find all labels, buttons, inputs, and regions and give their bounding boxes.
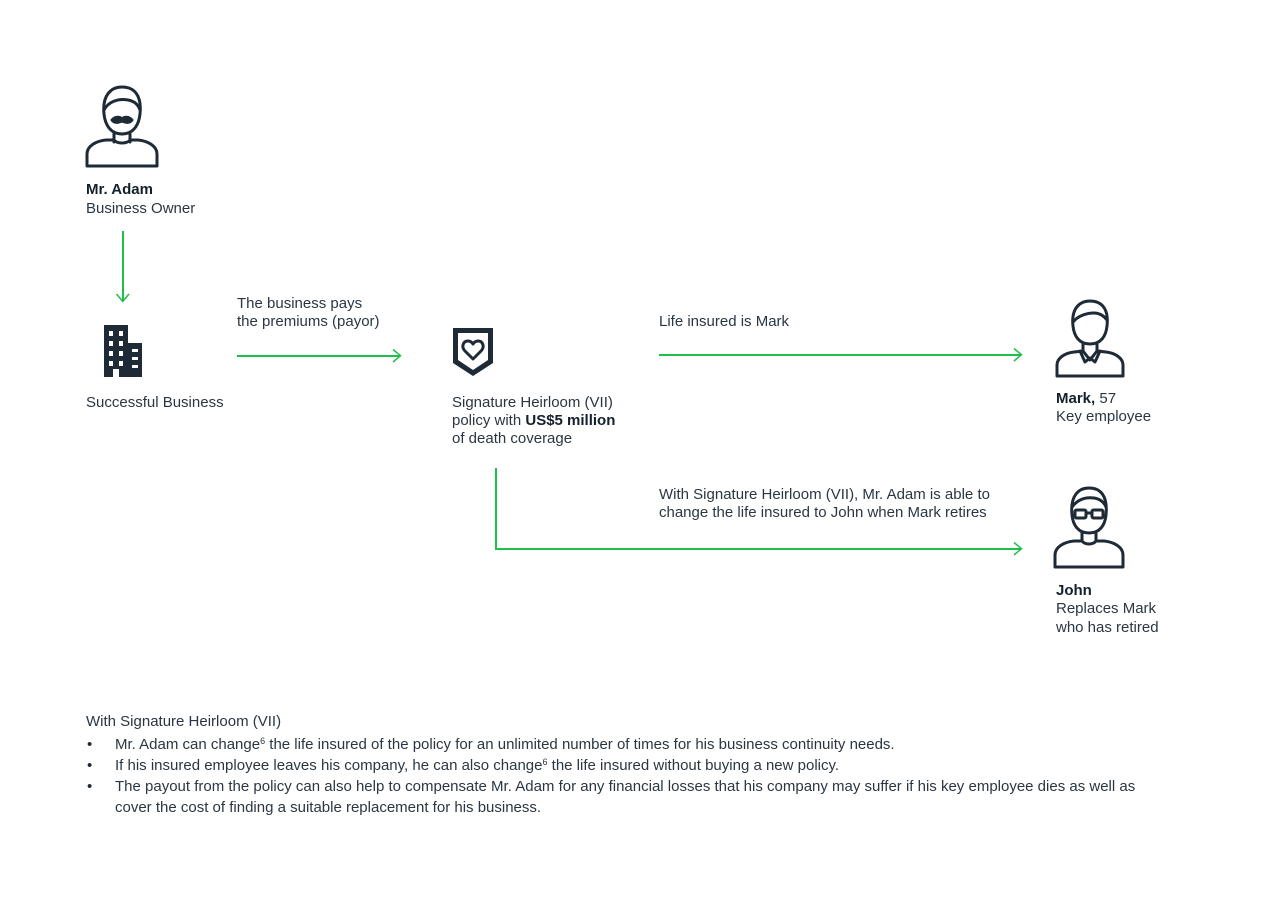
policy-to-john-vertical-line — [495, 468, 497, 549]
owner-name: Mr. Adam — [86, 181, 153, 198]
notes-list — [86, 734, 1176, 818]
mark-role: Key employee — [1056, 408, 1152, 425]
john-role-line1: Replaces Mark — [1056, 600, 1157, 617]
business-label: Successful Business — [86, 394, 224, 411]
shield-heart-icon — [452, 327, 494, 377]
notes-heading: With Signature Heirloom (VII) — [86, 713, 282, 730]
owner-role: Business Owner — [86, 200, 196, 217]
policy-to-john-arrowhead — [1012, 541, 1024, 557]
business-to-policy-arrowhead — [391, 348, 403, 364]
change-insured-label-line1: With Signature Heirloom (VII), Mr. Adam is able to — [659, 486, 990, 503]
notes-section — [86, 712, 1176, 818]
notes-item: • The payout from the policy can also help to compensate Mr. Adam for any financial losses that his company may suffer if his key employee dies as well as cover the cost of finding a suitable replacement for his business. — [86, 776, 1176, 818]
policy-to-mark-arrow — [659, 354, 1021, 356]
john-name: John — [1056, 582, 1092, 599]
owner-to-business-arrow — [122, 231, 124, 301]
person-collar-icon — [1054, 298, 1126, 380]
notes-item: • If his insured employee leaves his company, he can also change$^6$ the life insured without buying a new policy. — [86, 755, 1176, 776]
policy-label-line2: policy with US$5 million — [452, 412, 616, 429]
policy-label-line1: Signature Heirloom (VII) — [452, 394, 613, 411]
mark-name: Mark, — [1056, 390, 1096, 407]
business-to-policy-arrow — [237, 355, 400, 357]
policy-to-mark-arrowhead — [1012, 347, 1024, 363]
person-glasses-icon — [1052, 485, 1126, 571]
coverage-amount: US$5 million — [525, 412, 616, 429]
owner-to-business-arrowhead — [115, 292, 131, 304]
policy-to-john-arrow — [495, 548, 1021, 550]
change-insured-label-line2: change the life insured to John when Mark retires — [659, 504, 987, 521]
policy-label-line3: of death coverage — [452, 430, 573, 447]
mark-age: 57 — [1095, 390, 1117, 407]
payor-label-line1: The business pays — [237, 295, 363, 312]
john-role-line2: who has retired — [1056, 619, 1159, 636]
notes-item: • Mr. Adam can change$^6$ the life insured of the policy for an unlimited number of times for his business continuity needs. — [86, 734, 1176, 755]
life-insured-label: Life insured is Mark — [659, 313, 790, 330]
person-mustache-icon — [84, 84, 160, 170]
mark-label-line1 — [1056, 390, 1116, 409]
payor-label-line2: the premiums (payor) — [237, 313, 380, 330]
office-building-icon — [102, 323, 144, 377]
